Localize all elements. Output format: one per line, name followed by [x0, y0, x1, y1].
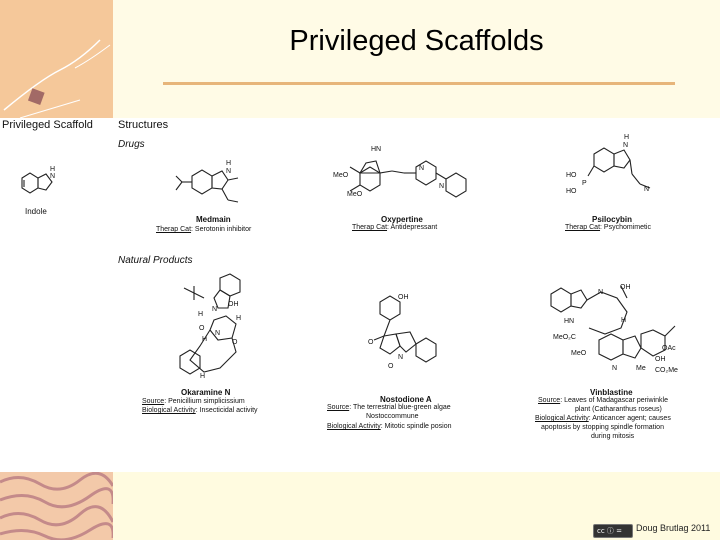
- texture-pattern-icon: [0, 472, 113, 540]
- atom-label: H: [236, 315, 242, 322]
- scaffold-figure: [0, 118, 720, 472]
- atom-label: OH: [655, 356, 666, 363]
- atom-label: H: [621, 317, 627, 324]
- atom-label: MeO₂C: [553, 334, 576, 341]
- atom-label: O: [199, 325, 205, 332]
- indole-structure: [18, 164, 68, 204]
- atom-label: N: [398, 354, 404, 361]
- natural-activity: Biological Activity: Anticancer agent; causes: [535, 415, 671, 422]
- atom-label: Me: [636, 365, 646, 372]
- title-divider: [163, 82, 675, 85]
- natural-activity-3: during mitosis: [591, 433, 635, 440]
- atom-label: MeO: [347, 191, 363, 198]
- atom-label: H: [624, 134, 630, 141]
- atom-label: N: [598, 289, 604, 296]
- column-header-structures: Structures: [118, 119, 169, 131]
- natural-name: Vinblastine: [590, 388, 633, 397]
- atom-label: N: [226, 168, 232, 175]
- section-drugs: Drugs: [118, 139, 145, 150]
- column-header-scaffold: Privileged Scaffold: [2, 119, 93, 131]
- author-credit: Doug Brutlag 2011: [636, 523, 711, 533]
- natural-source-2: Nostoccommune: [366, 413, 419, 420]
- nostodione-structure: [360, 288, 450, 378]
- atom-label: N: [212, 306, 218, 313]
- atom-label: OH: [620, 284, 631, 291]
- atom-label: N: [50, 173, 56, 180]
- oxypertine-structure: [330, 143, 490, 213]
- atom-label: H: [200, 373, 206, 380]
- atom-label: N: [623, 142, 629, 149]
- medmain-structure: [172, 158, 262, 208]
- atom-label: OH: [398, 294, 409, 301]
- drug-name: Medmain: [196, 215, 231, 224]
- atom-label: O: [368, 339, 374, 346]
- natural-name: Okaramine N: [181, 388, 231, 397]
- natural-activity-2: apoptosis by stopping spindle formation: [541, 424, 664, 431]
- natural-source: Source: Penicillium simplicissium: [142, 398, 245, 405]
- atom-label: OAc: [662, 345, 676, 352]
- okaramine-structure: [170, 268, 270, 388]
- natural-source: Source: Leaves of Madagascar periwinkle: [538, 397, 668, 404]
- decorative-texture-panel: [0, 472, 113, 540]
- atom-label: O: [388, 363, 394, 370]
- atom-label: MeO: [333, 172, 349, 179]
- drug-name: Oxypertine: [381, 215, 423, 224]
- atom-label: N: [439, 183, 445, 190]
- drug-name: Psilocybin: [592, 215, 633, 224]
- natural-activity: Biological Activity: Mitotic spindle posion: [327, 423, 452, 430]
- slide-title: Privileged Scaffolds: [289, 25, 544, 57]
- natural-name: Nostodione A: [380, 395, 432, 404]
- natural-source: Source: The terrestrial blue-green algae: [327, 404, 451, 411]
- drug-therap: Therap Cat: Antidepressant: [352, 224, 438, 231]
- atom-label: OH: [228, 301, 239, 308]
- atom-label: H: [202, 336, 208, 343]
- section-natural-products: Natural Products: [118, 255, 193, 266]
- natural-activity: Biological Activity: Insecticidal activity: [142, 407, 258, 414]
- atom-label: HN: [564, 318, 575, 325]
- atom-label: HN: [371, 146, 382, 153]
- drug-therap: Therap Cat: Serotonin inhibitor: [156, 226, 252, 233]
- atom-label: HO: [566, 188, 577, 195]
- atom-label: P: [582, 180, 587, 187]
- natural-source-2: plant (Catharanthus roseus): [575, 406, 662, 413]
- scaffold-name: Indole: [25, 207, 47, 216]
- atom-label: MeO: [571, 350, 587, 357]
- drug-therap: Therap Cat: Psychomimetic: [565, 224, 651, 231]
- atom-label: N: [215, 330, 221, 337]
- atom-label: N: [419, 165, 425, 172]
- decorative-scribble-icon: [0, 0, 113, 118]
- creative-commons-badge: cc ⓘ =: [593, 524, 633, 538]
- atom-label: CO₂Me: [655, 367, 678, 374]
- atom-label: H: [226, 160, 232, 167]
- atom-label: N: [612, 365, 618, 372]
- left-accent-panel: [0, 0, 113, 118]
- atom-label: H: [198, 311, 204, 318]
- atom-label: N: [644, 186, 650, 193]
- atom-label: HO: [566, 172, 577, 179]
- atom-label: H: [50, 166, 56, 173]
- atom-label: O: [232, 339, 238, 346]
